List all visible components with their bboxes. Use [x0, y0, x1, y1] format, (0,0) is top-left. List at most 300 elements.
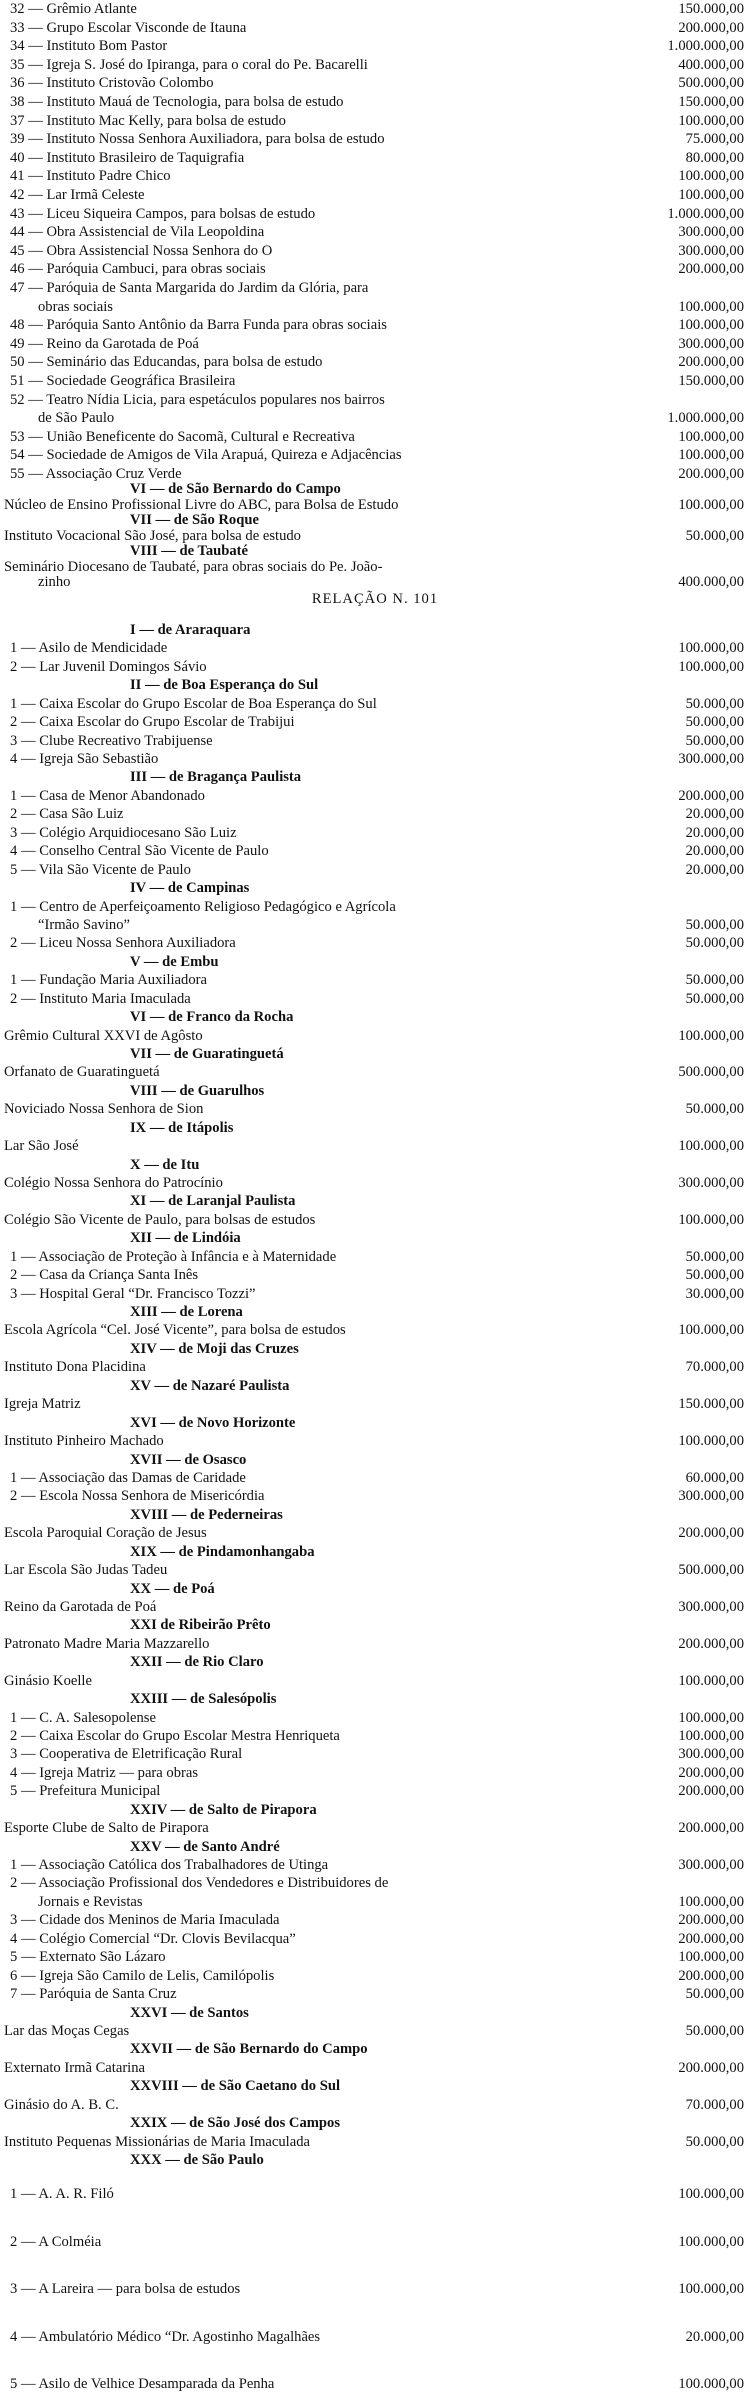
entry-line — [0, 697, 750, 715]
entry-line — [0, 1913, 750, 1931]
section-title: XX — de Poá — [130, 1581, 215, 1597]
entry-amount: 400.000,00 — [678, 57, 744, 73]
entry-amount: 100.000,00 — [678, 2234, 744, 2250]
entry-amount: 200.000,00 — [678, 1821, 744, 1837]
entry-line — [0, 1102, 750, 1120]
entry-amount: 200.000,00 — [678, 1526, 744, 1542]
entry-text: Lar São José — [4, 1139, 79, 1154]
entry-text: 33 — Grupo Escolar Visconde de Itauna — [10, 20, 247, 36]
section-title: XVI — de Novo Horizonte — [130, 1415, 296, 1431]
section-title: XIV — de Moji das Cruzes — [130, 1341, 299, 1357]
entry-amount: 50.000,00 — [685, 936, 744, 952]
entry-line — [0, 1065, 750, 1083]
section-title: XI — de Laranjal Paulista — [130, 1194, 296, 1210]
entry-text: Instituto Pinheiro Machado — [4, 1434, 164, 1449]
entry-amount: 100.000,00 — [678, 299, 744, 315]
entry-line — [0, 826, 750, 844]
entry-text: 4 — Ambulatório Médico “Dr. Agostinho Magalhães — [10, 2329, 321, 2345]
entry-text: 1 — Associação Católica dos Trabalhadores de Utinga — [10, 1858, 329, 1873]
entry-line — [0, 918, 750, 936]
entry-text: 41 — Instituto Padre Chico — [10, 169, 171, 184]
entry-amount: 300.000,00 — [678, 1858, 744, 1874]
entry-line — [0, 188, 750, 206]
entry-text: 42 — Lar Irmã Celeste — [10, 188, 145, 203]
entry-text: 1 — Asilo de Mendicidade — [10, 641, 168, 657]
section-heading — [0, 2042, 750, 2060]
entry-line — [0, 1969, 750, 1987]
section-title: XXIII — de Salesópolis — [130, 1692, 277, 1707]
entry-line — [0, 337, 750, 355]
entry-text: 37 — Instituto Mac Kelly, para bolsa de estudo — [10, 113, 286, 129]
entry-text: Seminário Diocesano de Taubaté, para obras sociais do Pe. João- — [4, 559, 383, 575]
section-heading — [0, 1453, 750, 1471]
entry-amount: 300.000,00 — [678, 336, 744, 352]
entry-line — [0, 21, 750, 39]
entry-line — [0, 207, 750, 225]
entry-amount: 100.000,00 — [678, 169, 744, 185]
section-title: VII — de Guaratinguetá — [130, 1046, 284, 1062]
entry-line — [0, 789, 750, 807]
entry-line — [0, 1323, 750, 1341]
entry-text: 40 — Instituto Brasileiro de Taquigrafia — [10, 150, 245, 166]
entry-text: 1 — Casa de Menor Abandonado — [10, 788, 205, 804]
entry-line — [0, 1747, 750, 1765]
entry-line — [0, 1637, 750, 1655]
entry-text: 38 — Instituto Mauá de Tecnologia, para bolsa de estudo — [10, 95, 344, 110]
entry-amount: 100.000,00 — [678, 318, 744, 334]
entry-text: 2 — Caixa Escolar do Grupo Escolar de Trabijui — [10, 715, 295, 730]
entry-amount: 70.000,00 — [685, 1360, 744, 1376]
entry-text: Lar Escola São Judas Tadeu — [4, 1563, 168, 1578]
entry-line — [0, 1987, 750, 2005]
entry-amount: 50.000,00 — [685, 917, 744, 933]
entry-text: 2 — Escola Nossa Senhora de Misericórdia — [10, 1489, 265, 1504]
entry-amount: 150.000,00 — [678, 2, 744, 17]
entry-line — [0, 1029, 750, 1047]
entry-text: Núcleo de Ensino Profissional Livre do ABC, para Bolsa de Estudo — [4, 497, 399, 513]
section-title: VIII — de Guarulhos — [130, 1083, 265, 1099]
section-title: XII — de Lindóia — [130, 1231, 241, 1246]
section-title: VII — de São Roque — [130, 513, 259, 528]
section-heading — [0, 1194, 750, 1212]
entry-line — [0, 169, 750, 187]
entry-text: 51 — Sociedade Geográfica Brasileira — [10, 374, 236, 389]
entry-amount: 60.000,00 — [685, 1470, 744, 1486]
entry-line — [0, 660, 750, 678]
entry-amount: 150.000,00 — [678, 95, 744, 110]
section-heading — [0, 955, 750, 973]
entry-text: 2 — Casa São Luiz — [10, 807, 124, 822]
entry-text: 53 — União Beneficente do Sacomã, Cultural e Recreativa — [10, 429, 355, 445]
entry-amount: 50.000,00 — [685, 1249, 744, 1265]
entry-amount: 200.000,00 — [678, 1765, 744, 1781]
entry-text: 39 — Instituto Nossa Senhora Auxiliadora, para bolsa de estudo — [10, 132, 385, 147]
entry-text: 44 — Obra Assistencial de Vila Leopoldina — [10, 225, 265, 240]
entry-amount: 500.000,00 — [678, 1563, 744, 1579]
entry-text: Lar das Moças Cegas — [4, 2023, 130, 2039]
section-title: XXI de Ribeirão Prêto — [130, 1618, 271, 1633]
entry-text: 47 — Paróquia de Santa Margarida do Jardim da Glória, para — [10, 281, 369, 296]
entry-text: 3 — Hospital Geral “Dr. Francisco Tozzi” — [10, 1286, 256, 1302]
entry-amount: 200.000,00 — [678, 355, 744, 371]
entry-text: 2 — A Colméia — [10, 2234, 102, 2250]
entry-amount: 100.000,00 — [678, 1710, 744, 1726]
entry-line — [0, 1766, 750, 1784]
section-title: XXVI — de Santos — [130, 2005, 249, 2021]
section-title: XXIX — de São José dos Campos — [130, 2116, 341, 2131]
entry-amount: 1.000.000,00 — [667, 39, 744, 55]
entry-line — [0, 58, 750, 76]
entry-line — [0, 95, 750, 113]
section-heading — [0, 678, 750, 696]
section-title: IV — de Campinas — [130, 881, 250, 896]
entry-amount: 50.000,00 — [685, 696, 744, 712]
entry-text: 5 — Externato São Lázaro — [10, 1950, 166, 1965]
entry-text: 32 — Grêmio Atlante — [10, 2, 137, 17]
entry-text: Escola Paroquial Coração de Jesus — [4, 1526, 207, 1541]
entry-line — [0, 114, 750, 132]
entry-text: 1 — Associação de Proteção à Infância e à Maternidade — [10, 1249, 337, 1265]
entry-text: 5 — Vila São Vicente de Paulo — [10, 862, 191, 878]
section-title: IX — de Itápolis — [130, 1120, 234, 1136]
entry-line — [0, 151, 750, 169]
entry-amount: 100.000,00 — [678, 2377, 744, 2392]
entry-amount: 200.000,00 — [678, 1913, 744, 1929]
entry-amount: 50.000,00 — [685, 715, 744, 731]
entry-amount: 100.000,00 — [678, 1323, 744, 1339]
section-title: VIII — de Taubaté — [130, 544, 249, 559]
entry-line — [0, 411, 750, 429]
entry-text: Reino da Garotada de Poá — [4, 1599, 157, 1615]
entry-amount: 300.000,00 — [678, 1747, 744, 1763]
entry-line — [0, 1563, 750, 1581]
section-title: XV — de Nazaré Paulista — [130, 1378, 290, 1394]
entry-line — [0, 1526, 750, 1544]
entry-line — [0, 1711, 750, 1729]
entry-amount: 200.000,00 — [678, 1968, 744, 1984]
entry-text: 1 — Associação das Damas de Caridade — [10, 1470, 246, 1486]
entry-amount: 200.000,00 — [678, 262, 744, 278]
entry-line — [0, 2235, 750, 2253]
entry-amount: 100.000,00 — [678, 429, 744, 445]
entry-text: 54 — Sociedade de Amigos de Vila Arapuá, Quireza e Adjacências — [10, 448, 402, 463]
entry-line — [0, 1287, 750, 1305]
entry-amount: 50.000,00 — [685, 733, 744, 749]
section-heading — [0, 2116, 750, 2134]
section-heading — [0, 881, 750, 899]
section-title: XXV — de Santo André — [130, 1839, 280, 1855]
entry-text: 3 — Cidade dos Meninos de Maria Imaculada — [10, 1913, 280, 1928]
entry-amount: 200.000,00 — [678, 467, 744, 482]
section-heading — [0, 1692, 750, 1710]
section-heading — [0, 1840, 750, 1858]
section-title: V — de Embu — [130, 954, 219, 970]
entry-line — [0, 936, 750, 954]
entry-amount: 50.000,00 — [685, 991, 744, 1007]
entry-line — [0, 2061, 750, 2079]
section-title: XIX — de Pindamonhangaba — [130, 1544, 315, 1560]
entry-amount: 50.000,00 — [685, 528, 744, 544]
entry-amount: 200.000,00 — [678, 2060, 744, 2076]
entry-amount: 75.000,00 — [685, 132, 744, 148]
entry-amount: 300.000,00 — [678, 243, 744, 259]
entry-text: 1 — C. A. Salesopolense — [10, 1710, 156, 1726]
entry-text: Patronato Madre Maria Mazzarello — [4, 1636, 210, 1652]
entry-amount: 400.000,00 — [678, 575, 744, 590]
entry-amount: 50.000,00 — [685, 1268, 744, 1284]
section-heading — [0, 1545, 750, 1563]
entry-text: 35 — Igreja S. José do Ipiranga, para o coral do Pe. Bacarelli — [10, 57, 368, 73]
entry-line — [0, 1139, 750, 1157]
entry-line — [0, 1674, 750, 1692]
entry-amount: 100.000,00 — [678, 1729, 744, 1745]
entry-line — [0, 262, 750, 280]
entry-line — [0, 355, 750, 373]
entry-line — [0, 1176, 750, 1194]
entry-amount: 300.000,00 — [678, 1599, 744, 1615]
entry-text: Instituto Pequenas Missionárias de Maria Imaculada — [4, 2134, 310, 2150]
entry-amount: 30.000,00 — [685, 1286, 744, 1302]
section-title: XXII — de Rio Claro — [130, 1655, 264, 1670]
entry-text: 1 — A. A. R. Filó — [10, 2187, 114, 2202]
entry-line — [0, 1821, 750, 1839]
entry-line — [0, 76, 750, 94]
entry-text: 5 — Asilo de Velhice Desamparada da Penha — [10, 2377, 275, 2392]
entry-text: 2 — Lar Juvenil Domingos Sávio — [10, 659, 207, 675]
entry-line — [0, 1268, 750, 1286]
entry-text: 2 — Liceu Nossa Senhora Auxiliadora — [10, 936, 236, 951]
entry-amount: 100.000,00 — [678, 497, 744, 513]
section-heading — [0, 1618, 750, 1636]
section-title: XIII — de Lorena — [130, 1305, 243, 1320]
entry-text: 45 — Obra Assistencial Nossa Senhora do Ó — [10, 243, 273, 259]
entry-amount: 20.000,00 — [685, 807, 744, 823]
entry-text: Externato Irmã Catarina — [4, 2060, 146, 2076]
entry-line — [0, 1729, 750, 1747]
entry-amount: 20.000,00 — [685, 2329, 744, 2345]
entry-line — [0, 2330, 750, 2348]
entry-amount: 300.000,00 — [678, 225, 744, 241]
entry-text: 43 — Liceu Siqueira Campos, para bolsas de estudo — [10, 206, 316, 222]
entry-text: 3 — Colégio Arquidiocesano São Luiz — [10, 825, 237, 841]
entry-text: obras sociais — [38, 299, 113, 315]
entry-amount: 100.000,00 — [678, 113, 744, 129]
entry-line — [0, 2024, 750, 2042]
entry-amount: 300.000,00 — [678, 1176, 744, 1191]
entry-text: 36 — Instituto Cristovão Colombo — [10, 76, 214, 91]
entry-amount: 1.000.000,00 — [667, 411, 744, 427]
section-heading — [0, 1305, 750, 1323]
entry-line — [0, 430, 750, 448]
entry-amount: 200.000,00 — [678, 1931, 744, 1947]
entry-text: 49 — Reino da Garotada de Poá — [10, 336, 199, 352]
page-title: RELAÇÃO N. 101 — [311, 591, 439, 607]
entry-text: 2 — Caixa Escolar do Grupo Escolar Mestra Henriqueta — [10, 1729, 340, 1744]
entry-text: 3 — A Lareira — para bolsa de estudos — [10, 2282, 241, 2297]
entry-text: 3 — Cooperativa de Eletrificação Rural — [10, 1747, 243, 1763]
entry-text: 4 — Igreja São Sebastião — [10, 752, 159, 767]
entry-text: Grêmio Cultural XXVI de Agôsto — [4, 1028, 203, 1044]
entry-amount: 1.000.000,00 — [667, 206, 744, 222]
entry-line — [0, 900, 750, 918]
entry-line — [0, 2135, 750, 2153]
entry-amount: 100.000,00 — [678, 659, 744, 675]
entry-text: 4 — Conselho Central São Vicente de Paulo — [10, 844, 269, 859]
entry-line — [0, 1250, 750, 1268]
section-heading — [0, 1047, 750, 1065]
entry-line — [0, 393, 750, 411]
section-heading — [0, 2006, 750, 2024]
entry-text: Colégio São Vicente de Paulo, para bolsas de estudos — [4, 1212, 316, 1228]
entry-text: 1 — Centro de Aperfeiçoamento Religioso Pedagógico e Agrícola — [10, 899, 396, 915]
entry-text: Colégio Nossa Senhora do Patrocínio — [4, 1176, 223, 1191]
section-heading — [0, 1084, 750, 1102]
entry-line — [0, 300, 750, 318]
entry-amount: 100.000,00 — [678, 1212, 744, 1228]
entry-line — [0, 374, 750, 392]
entry-amount: 300.000,00 — [678, 752, 744, 768]
entry-text: Esporte Clube de Salto de Pirapora — [4, 1821, 209, 1836]
entry-amount: 50.000,00 — [685, 2023, 744, 2039]
entry-text: Jornais e Revistas — [38, 1894, 143, 1910]
entry-line — [0, 448, 750, 466]
entry-line — [0, 1434, 750, 1452]
entry-line — [0, 2098, 750, 2116]
section-heading — [0, 2153, 750, 2171]
section-title: VI — de São Bernardo do Campo — [130, 482, 341, 497]
section-title: X — de Itu — [130, 1157, 200, 1173]
entry-line — [0, 244, 750, 262]
section-heading — [0, 1231, 750, 1249]
entry-line — [0, 39, 750, 57]
entry-text: Ginásio do A. B. C. — [4, 2097, 119, 2113]
entry-amount: 50.000,00 — [685, 2134, 744, 2150]
entry-text: 4 — Colégio Comercial “Dr. Clovis Bevilacqua” — [10, 1931, 296, 1947]
entry-line — [0, 2, 750, 20]
section-title: XXVII — de São Bernardo do Campo — [130, 2042, 368, 2057]
section-heading — [0, 1655, 750, 1673]
entry-amount: 500.000,00 — [678, 1065, 744, 1081]
section-heading — [0, 770, 750, 788]
entry-text: 4 — Igreja Matriz — para obras — [10, 1765, 199, 1781]
entry-line — [0, 1950, 750, 1968]
section-heading — [0, 1158, 750, 1176]
section-title: XVII — de Osasco — [130, 1452, 247, 1468]
entry-text: 3 — Clube Recreativo Trabijuense — [10, 733, 213, 749]
section-heading — [0, 1803, 750, 1821]
entry-line — [0, 752, 750, 770]
section-heading — [0, 1010, 750, 1028]
entry-amount: 100.000,00 — [678, 641, 744, 657]
entry-text: 5 — Prefeitura Municipal — [10, 1784, 161, 1799]
entry-text: 46 — Paróquia Cambuci, para obras sociais — [10, 262, 266, 277]
entry-line — [0, 973, 750, 991]
entry-amount: 50.000,00 — [685, 1102, 744, 1118]
entry-amount: 200.000,00 — [678, 20, 744, 36]
section-heading — [0, 1582, 750, 1600]
section-title: II — de Boa Esperança do Sul — [130, 678, 319, 693]
section-heading — [0, 1379, 750, 1397]
entry-line — [0, 844, 750, 862]
section-title: III — de Bragança Paulista — [130, 770, 302, 786]
entry-amount: 150.000,00 — [678, 374, 744, 389]
entry-text: Instituto Vocacional São José, para bolsa de estudo — [4, 528, 301, 544]
entry-amount: 100.000,00 — [678, 188, 744, 203]
entry-text: de São Paulo — [38, 411, 115, 426]
entry-amount: 20.000,00 — [685, 825, 744, 841]
entry-line — [0, 734, 750, 752]
entry-line — [0, 807, 750, 825]
entry-amount: 100.000,00 — [678, 2187, 744, 2202]
entry-line — [0, 225, 750, 243]
entry-line — [0, 2377, 750, 2395]
entry-line — [0, 318, 750, 336]
entry-text: 1 — Fundação Maria Auxiliadora — [10, 973, 207, 988]
entry-line — [0, 2187, 750, 2205]
entry-line — [0, 1895, 750, 1913]
entry-text: Instituto Dona Placidina — [4, 1360, 146, 1375]
entry-amount: 20.000,00 — [685, 862, 744, 878]
entry-text: 2 — Instituto Maria Imaculada — [10, 991, 191, 1007]
entry-amount: 100.000,00 — [678, 2282, 744, 2297]
entry-line — [0, 641, 750, 659]
entry-text: Ginásio Koelle — [4, 1673, 92, 1689]
entry-amount: 150.000,00 — [678, 1397, 744, 1413]
entry-text: 6 — Igreja São Camilo de Lelis, Camilópolis — [10, 1968, 275, 1984]
entry-line — [0, 1397, 750, 1415]
entry-line — [0, 1932, 750, 1950]
section-heading — [0, 1508, 750, 1526]
section-heading — [0, 1416, 750, 1434]
entry-line — [0, 1784, 750, 1802]
entry-line — [0, 1360, 750, 1378]
entry-text: zinho — [38, 575, 71, 590]
entry-text: “Irmão Savino” — [38, 917, 130, 933]
entry-line — [0, 1213, 750, 1231]
entry-amount: 50.000,00 — [685, 1987, 744, 2003]
entry-text: 50 — Seminário das Educandas, para bolsa de estudo — [10, 355, 323, 370]
entry-amount: 100.000,00 — [678, 1950, 744, 1966]
entry-text: 7 — Paróquia de Santa Cruz — [10, 1987, 177, 2002]
section-heading — [0, 2079, 750, 2097]
entry-text: Noviciado Nossa Senhora de Sion — [4, 1102, 204, 1117]
entry-line — [0, 2282, 750, 2300]
section-heading — [0, 623, 750, 641]
entry-text: 34 — Instituto Bom Pastor — [10, 39, 168, 54]
section-title: I — de Araraquara — [130, 623, 251, 638]
entry-text: 48 — Paróquia Santo Antônio da Barra Funda para obras sociais — [10, 318, 387, 333]
section-title: XVIII — de Pederneiras — [130, 1507, 283, 1523]
entry-line — [0, 863, 750, 881]
section-title: XXIV — de Salto de Pirapora — [130, 1802, 317, 1818]
entry-amount: 100.000,00 — [678, 1028, 744, 1044]
section-heading — [0, 1342, 750, 1360]
entry-amount: 500.000,00 — [678, 76, 744, 92]
entry-amount: 50.000,00 — [685, 973, 744, 989]
entry-amount: 100.000,00 — [678, 1434, 744, 1450]
entry-text: 55 — Associação Cruz Verde — [10, 467, 182, 482]
entry-line — [0, 992, 750, 1010]
entry-amount: 300.000,00 — [678, 1489, 744, 1505]
entry-amount: 20.000,00 — [685, 844, 744, 860]
entry-text: Orfanato de Guaratinguetá — [4, 1065, 160, 1080]
entry-text: Escola Agrícola “Cel. José Vicente”, para bolsa de estudos — [4, 1323, 346, 1339]
entry-amount: 200.000,00 — [678, 788, 744, 804]
entry-amount: 100.000,00 — [678, 448, 744, 464]
entry-amount: 100.000,00 — [678, 1894, 744, 1910]
entry-line — [0, 1600, 750, 1618]
entry-line — [0, 1876, 750, 1894]
